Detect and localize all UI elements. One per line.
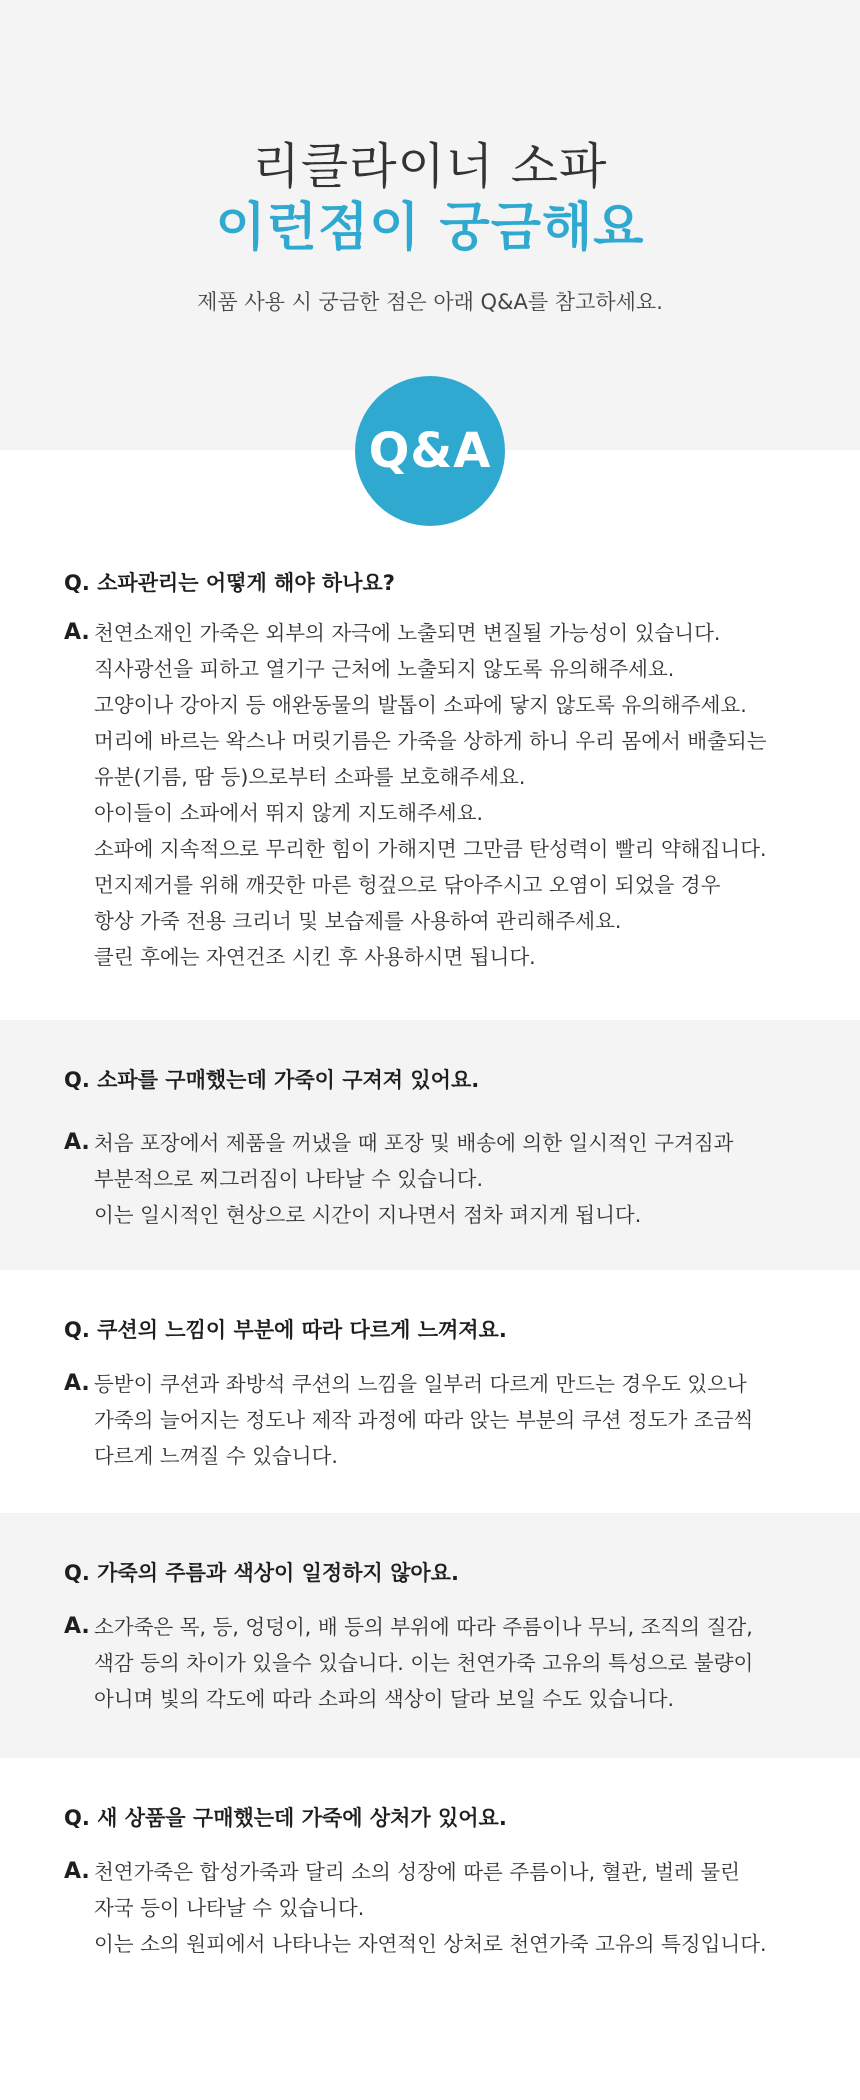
answer-line: 직사광선을 피하고 열기구 근처에 노출되지 않도록 유의해주세요.	[94, 657, 675, 681]
answer-line: 먼지제거를 위해 깨끗한 마른 헝겊으로 닦아주시고 오염이 되었을 경우	[94, 873, 721, 897]
question-4: Q. 가죽의 주름과 색상이 일정하지 않아요.	[64, 1561, 459, 1585]
answer-line: 소가죽은 목, 등, 엉덩이, 배 등의 부위에 따라 주름이나 무늬, 조직의 질감,	[94, 1615, 753, 1639]
answer-line: 머리에 바르는 왁스나 머릿기름은 가죽을 상하게 하니 우리 몸에서 배출되는	[94, 729, 767, 753]
answer-line: 이는 소의 원피에서 나타나는 자연적인 상처로 천연가죽 고유의 특징입니다.	[94, 1932, 767, 1956]
hero-subtitle: 제품 사용 시 궁금한 점은 아래 Q&A를 참고하세요.	[197, 290, 663, 314]
answer-line: 유분(기름, 땀 등)으로부터 소파를 보호해주세요.	[94, 765, 526, 789]
answer-line: 등받이 쿠션과 좌방석 쿠션의 느낌을 일부러 다르게 만드는 경우도 있으나	[94, 1372, 747, 1396]
question-5: Q. 새 상품을 구매했는데 가죽에 상처가 있어요.	[64, 1806, 507, 1830]
qa-section-4	[0, 1513, 860, 1758]
hero-title-line2: 이런점이 궁금해요	[215, 198, 645, 258]
answer-line: 자국 등이 나타날 수 있습니다.	[94, 1896, 365, 1920]
qa-section-2	[0, 1020, 860, 1270]
answer-line: 가죽의 늘어지는 정도나 제작 과정에 따라 앉는 부분의 쿠션 정도가 조금씩	[94, 1408, 754, 1432]
qa-section-3	[0, 1270, 860, 1513]
answer-line: 클린 후에는 자연건조 시킨 후 사용하시면 됩니다.	[94, 945, 536, 969]
answer-mark: A.	[64, 1859, 90, 1884]
answer-line: 항상 가죽 전용 크리너 및 보습제를 사용하여 관리해주세요.	[94, 909, 622, 933]
qa-section-1	[0, 450, 860, 1020]
answer-line: 고양이나 강아지 등 애완동물의 발톱이 소파에 닿지 않도록 유의해주세요.	[94, 693, 747, 717]
answer-line: 색감 등의 차이가 있을수 있습니다. 이는 천연가죽 고유의 특성으로 불량이	[94, 1651, 754, 1675]
question-1: Q. 소파관리는 어떻게 해야 하나요?	[64, 571, 395, 595]
answer-line: 다르게 느껴질 수 있습니다.	[94, 1444, 338, 1468]
answer-line: 천연소재인 가죽은 외부의 자극에 노출되면 변질될 가능성이 있습니다.	[94, 621, 721, 645]
answer-mark: A.	[64, 1614, 90, 1639]
qa-badge: Q&A	[355, 376, 505, 526]
answer-line: 부분적으로 찌그러짐이 나타날 수 있습니다.	[94, 1167, 484, 1191]
answer-line: 아이들이 소파에서 뛰지 않게 지도해주세요.	[94, 801, 484, 825]
question-3: Q. 쿠션의 느낌이 부분에 따라 다르게 느껴져요.	[64, 1318, 507, 1342]
answer-line: 아니며 빛의 각도에 따라 소파의 색상이 달라 보일 수도 있습니다.	[94, 1687, 675, 1711]
answer-line: 천연가죽은 합성가죽과 달리 소의 성장에 따른 주름이나, 혈관, 벌레 물린	[94, 1860, 740, 1884]
answer-line: 이는 일시적인 현상으로 시간이 지나면서 점차 펴지게 됩니다.	[94, 1203, 642, 1227]
answer-line: 소파에 지속적으로 무리한 힘이 가해지면 그만큼 탄성력이 빨리 약해집니다.	[94, 837, 767, 861]
qa-section-5	[0, 1758, 860, 2100]
answer-mark: A.	[64, 620, 90, 645]
hero-title-line1: 리클라이너 소파	[252, 138, 608, 195]
answer-line: 처음 포장에서 제품을 꺼냈을 때 포장 및 배송에 의한 일시적인 구겨짐과	[94, 1131, 734, 1155]
question-2: Q. 소파를 구매했는데 가죽이 구져져 있어요.	[64, 1068, 480, 1092]
answer-mark: A.	[64, 1130, 90, 1155]
answer-mark: A.	[64, 1371, 90, 1396]
